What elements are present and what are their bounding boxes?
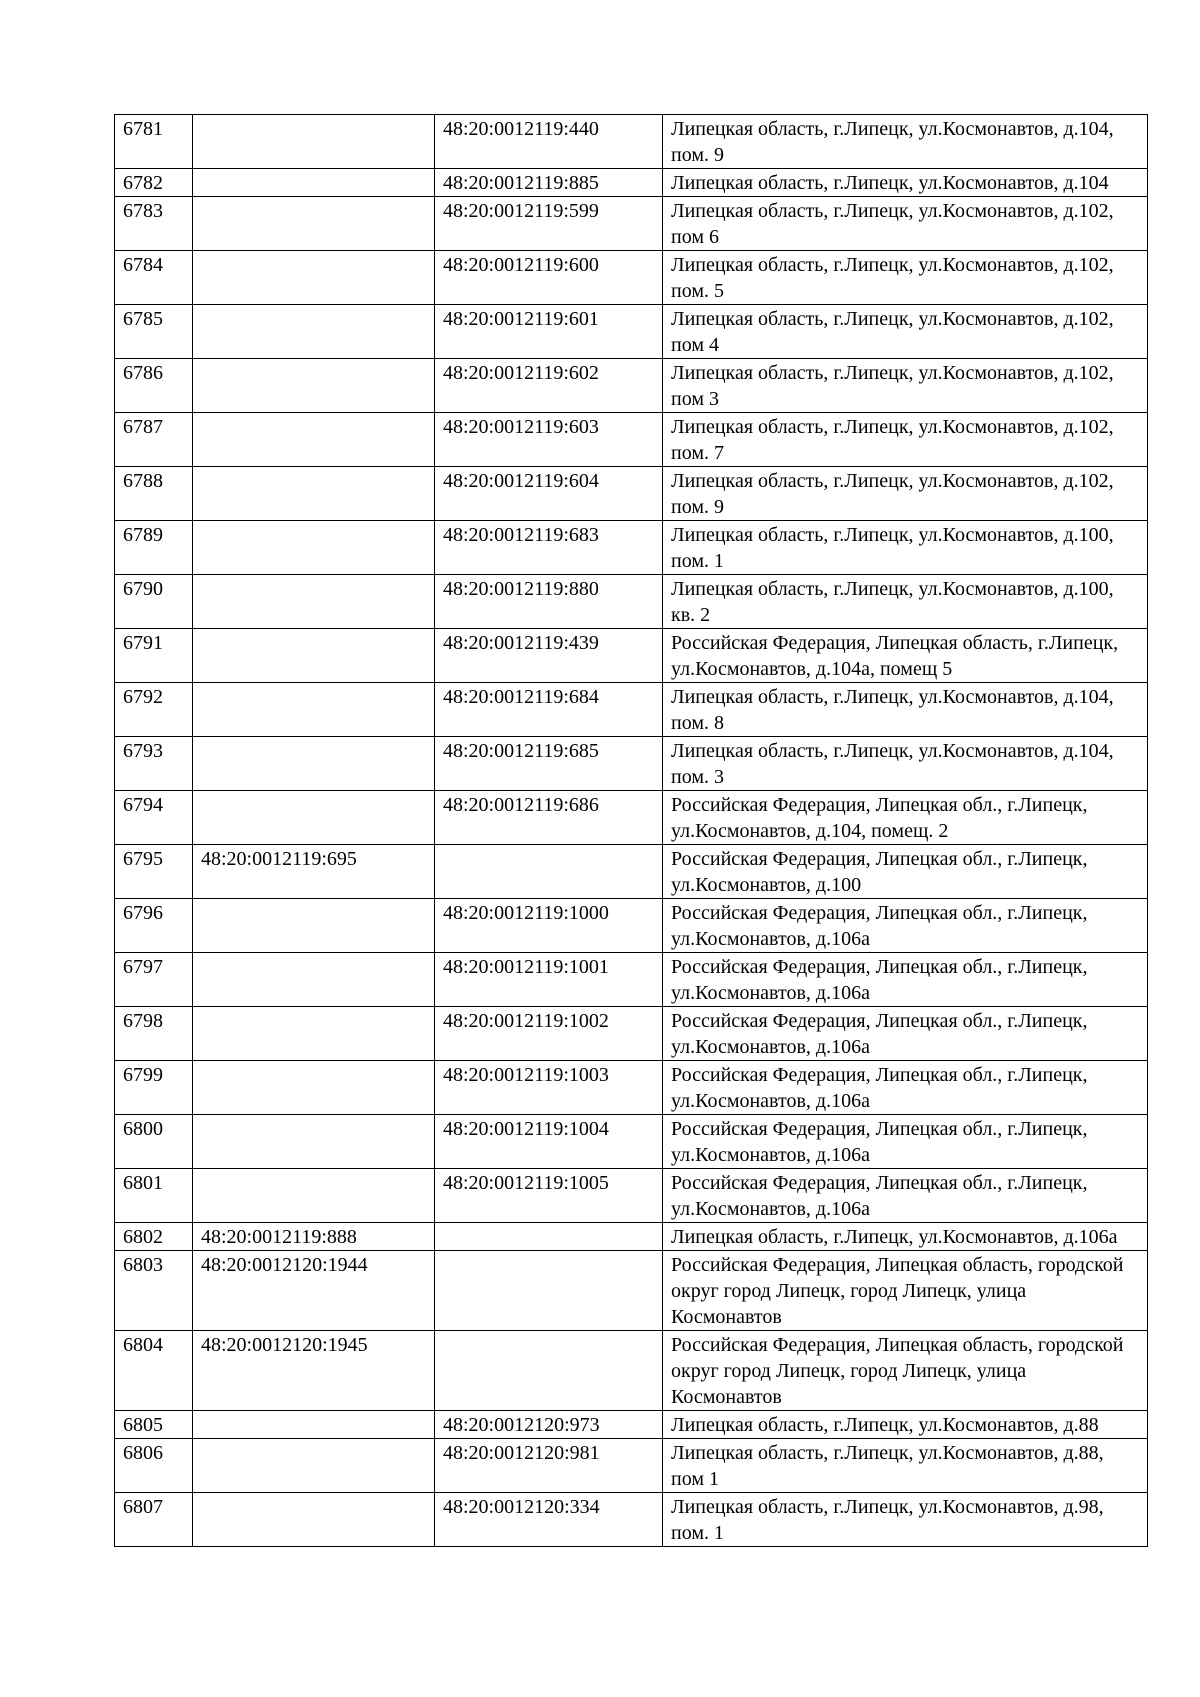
land-cadastral-number-cell — [193, 1061, 435, 1115]
address-cell: Российская Федерация, Липецкая обл., г.Липецк, ул.Космонавтов, д.106а — [663, 1061, 1148, 1115]
address-cell: Липецкая область, г.Липецк, ул.Космонавтов, д.88, пом 1 — [663, 1439, 1148, 1493]
row-number-cell: 6783 — [115, 197, 193, 251]
address-cell: Липецкая область, г.Липецк, ул.Космонавтов, д.100, пом. 1 — [663, 521, 1148, 575]
land-cadastral-number-cell — [193, 359, 435, 413]
land-cadastral-number-cell: 48:20:0012119:695 — [193, 845, 435, 899]
address-cell: Липецкая область, г.Липецк, ул.Космонавтов, д.104 — [663, 169, 1148, 197]
address-cell: Липецкая область, г.Липецк, ул.Космонавтов, д.104, пом. 3 — [663, 737, 1148, 791]
land-cadastral-number-cell — [193, 953, 435, 1007]
address-cell: Липецкая область, г.Липецк, ул.Космонавтов, д.102, пом. 7 — [663, 413, 1148, 467]
table-row — [115, 521, 1148, 575]
table-row — [115, 251, 1148, 305]
object-cadastral-number-cell: 48:20:0012119:885 — [435, 169, 663, 197]
object-cadastral-number-cell — [435, 1331, 663, 1411]
object-cadastral-number-cell: 48:20:0012119:439 — [435, 629, 663, 683]
object-cadastral-number-cell: 48:20:0012119:600 — [435, 251, 663, 305]
land-cadastral-number-cell — [193, 305, 435, 359]
table-row — [115, 791, 1148, 845]
land-cadastral-number-cell — [193, 1115, 435, 1169]
address-cell: Липецкая область, г.Липецк, ул.Космонавтов, д.102, пом. 9 — [663, 467, 1148, 521]
row-number-cell: 6803 — [115, 1251, 193, 1331]
table-row — [115, 1169, 1148, 1223]
row-number-cell: 6787 — [115, 413, 193, 467]
row-number-cell: 6786 — [115, 359, 193, 413]
object-cadastral-number-cell: 48:20:0012119:1004 — [435, 1115, 663, 1169]
object-cadastral-number-cell: 48:20:0012119:683 — [435, 521, 663, 575]
row-number-cell: 6781 — [115, 115, 193, 169]
row-number-cell: 6800 — [115, 1115, 193, 1169]
object-cadastral-number-cell — [435, 845, 663, 899]
address-cell: Российская Федерация, Липецкая обл., г.Липецк, ул.Космонавтов, д.106а — [663, 1169, 1148, 1223]
address-cell: Липецкая область, г.Липецк, ул.Космонавтов, д.88 — [663, 1411, 1148, 1439]
land-cadastral-number-cell — [193, 1169, 435, 1223]
row-number-cell: 6798 — [115, 1007, 193, 1061]
object-cadastral-number-cell: 48:20:0012119:601 — [435, 305, 663, 359]
row-number-cell: 6793 — [115, 737, 193, 791]
land-cadastral-number-cell — [193, 467, 435, 521]
object-cadastral-number-cell: 48:20:0012119:1005 — [435, 1169, 663, 1223]
row-number-cell: 6796 — [115, 899, 193, 953]
land-cadastral-number-cell — [193, 115, 435, 169]
object-cadastral-number-cell: 48:20:0012119:1002 — [435, 1007, 663, 1061]
table-row — [115, 413, 1148, 467]
row-number-cell: 6795 — [115, 845, 193, 899]
row-number-cell: 6802 — [115, 1223, 193, 1251]
object-cadastral-number-cell: 48:20:0012119:1001 — [435, 953, 663, 1007]
row-number-cell: 6807 — [115, 1493, 193, 1547]
address-cell: Липецкая область, г.Липецк, ул.Космонавтов, д.100, кв. 2 — [663, 575, 1148, 629]
address-cell: Российская Федерация, Липецкая обл., г.Липецк, ул.Космонавтов, д.106а — [663, 899, 1148, 953]
table-row — [115, 359, 1148, 413]
land-cadastral-number-cell — [193, 1411, 435, 1439]
land-cadastral-number-cell — [193, 629, 435, 683]
object-cadastral-number-cell — [435, 1223, 663, 1251]
object-cadastral-number-cell: 48:20:0012119:602 — [435, 359, 663, 413]
object-cadastral-number-cell: 48:20:0012119:1003 — [435, 1061, 663, 1115]
land-cadastral-number-cell — [193, 899, 435, 953]
row-number-cell: 6801 — [115, 1169, 193, 1223]
object-cadastral-number-cell: 48:20:0012120:334 — [435, 1493, 663, 1547]
table-row — [115, 1223, 1148, 1251]
table-row — [115, 1493, 1148, 1547]
table-row — [115, 737, 1148, 791]
land-cadastral-number-cell: 48:20:0012120:1945 — [193, 1331, 435, 1411]
row-number-cell: 6782 — [115, 169, 193, 197]
table-row — [115, 1411, 1148, 1439]
table-row — [115, 1331, 1148, 1411]
address-cell: Липецкая область, г.Липецк, ул.Космонавтов, д.98, пом. 1 — [663, 1493, 1148, 1547]
land-cadastral-number-cell: 48:20:0012120:1944 — [193, 1251, 435, 1331]
object-cadastral-number-cell: 48:20:0012119:685 — [435, 737, 663, 791]
address-cell: Российская Федерация, Липецкая обл., г.Липецк, ул.Космонавтов, д.100 — [663, 845, 1148, 899]
land-cadastral-number-cell — [193, 683, 435, 737]
address-cell: Липецкая область, г.Липецк, ул.Космонавтов, д.104, пом. 8 — [663, 683, 1148, 737]
land-cadastral-number-cell — [193, 1439, 435, 1493]
table-row — [115, 629, 1148, 683]
object-cadastral-number-cell: 48:20:0012119:684 — [435, 683, 663, 737]
object-cadastral-number-cell: 48:20:0012120:973 — [435, 1411, 663, 1439]
address-cell: Липецкая область, г.Липецк, ул.Космонавтов, д.104, пом. 9 — [663, 115, 1148, 169]
object-cadastral-number-cell: 48:20:0012119:1000 — [435, 899, 663, 953]
object-cadastral-number-cell: 48:20:0012120:981 — [435, 1439, 663, 1493]
land-cadastral-number-cell — [193, 521, 435, 575]
row-number-cell: 6790 — [115, 575, 193, 629]
address-cell: Российская Федерация, Липецкая обл., г.Липецк, ул.Космонавтов, д.106а — [663, 1115, 1148, 1169]
table-row — [115, 1007, 1148, 1061]
row-number-cell: 6789 — [115, 521, 193, 575]
address-cell: Российская Федерация, Липецкая обл., г.Липецк, ул.Космонавтов, д.104, помещ. 2 — [663, 791, 1148, 845]
object-cadastral-number-cell: 48:20:0012119:604 — [435, 467, 663, 521]
land-cadastral-number-cell — [193, 1493, 435, 1547]
row-number-cell: 6805 — [115, 1411, 193, 1439]
land-cadastral-number-cell — [193, 791, 435, 845]
address-cell: Российская Федерация, Липецкая область, городской округ город Липецк, город Липецк, улица Космонавтов — [663, 1331, 1148, 1411]
object-cadastral-number-cell: 48:20:0012119:686 — [435, 791, 663, 845]
land-cadastral-number-cell — [193, 251, 435, 305]
land-cadastral-number-cell — [193, 737, 435, 791]
row-number-cell: 6791 — [115, 629, 193, 683]
land-cadastral-number-cell — [193, 413, 435, 467]
table-row — [115, 1251, 1148, 1331]
row-number-cell: 6794 — [115, 791, 193, 845]
address-cell: Российская Федерация, Липецкая обл., г.Липецк, ул.Космонавтов, д.106а — [663, 953, 1148, 1007]
address-cell: Липецкая область, г.Липецк, ул.Космонавтов, д.102, пом. 5 — [663, 251, 1148, 305]
table-row — [115, 467, 1148, 521]
object-cadastral-number-cell: 48:20:0012119:603 — [435, 413, 663, 467]
land-cadastral-number-cell — [193, 1007, 435, 1061]
table-row — [115, 575, 1148, 629]
table-row — [115, 899, 1148, 953]
row-number-cell: 6806 — [115, 1439, 193, 1493]
address-cell: Российская Федерация, Липецкая область, г.Липецк, ул.Космонавтов, д.104а, помещ 5 — [663, 629, 1148, 683]
object-cadastral-number-cell — [435, 1251, 663, 1331]
address-cell: Липецкая область, г.Липецк, ул.Космонавтов, д.102, пом 3 — [663, 359, 1148, 413]
table-row — [115, 683, 1148, 737]
registry-table-body — [115, 115, 1148, 1547]
table-row — [115, 953, 1148, 1007]
address-cell: Липецкая область, г.Липецк, ул.Космонавтов, д.106а — [663, 1223, 1148, 1251]
table-row — [115, 1061, 1148, 1115]
object-cadastral-number-cell: 48:20:0012119:880 — [435, 575, 663, 629]
address-cell: Российская Федерация, Липецкая обл., г.Липецк, ул.Космонавтов, д.106а — [663, 1007, 1148, 1061]
object-cadastral-number-cell: 48:20:0012119:440 — [435, 115, 663, 169]
row-number-cell: 6799 — [115, 1061, 193, 1115]
address-cell: Липецкая область, г.Липецк, ул.Космонавтов, д.102, пом 6 — [663, 197, 1148, 251]
cadastral-registry-table — [114, 114, 1148, 1547]
table-row — [115, 197, 1148, 251]
table-row — [115, 305, 1148, 359]
table-row — [115, 845, 1148, 899]
table-row — [115, 115, 1148, 169]
table-row — [115, 169, 1148, 197]
row-number-cell: 6784 — [115, 251, 193, 305]
address-cell: Липецкая область, г.Липецк, ул.Космонавтов, д.102, пом 4 — [663, 305, 1148, 359]
row-number-cell: 6804 — [115, 1331, 193, 1411]
table-row — [115, 1439, 1148, 1493]
land-cadastral-number-cell — [193, 197, 435, 251]
row-number-cell: 6788 — [115, 467, 193, 521]
land-cadastral-number-cell: 48:20:0012119:888 — [193, 1223, 435, 1251]
row-number-cell: 6792 — [115, 683, 193, 737]
row-number-cell: 6797 — [115, 953, 193, 1007]
table-row — [115, 1115, 1148, 1169]
address-cell: Российская Федерация, Липецкая область, городской округ город Липецк, город Липецк, улица Космонавтов — [663, 1251, 1148, 1331]
land-cadastral-number-cell — [193, 169, 435, 197]
row-number-cell: 6785 — [115, 305, 193, 359]
land-cadastral-number-cell — [193, 575, 435, 629]
object-cadastral-number-cell: 48:20:0012119:599 — [435, 197, 663, 251]
